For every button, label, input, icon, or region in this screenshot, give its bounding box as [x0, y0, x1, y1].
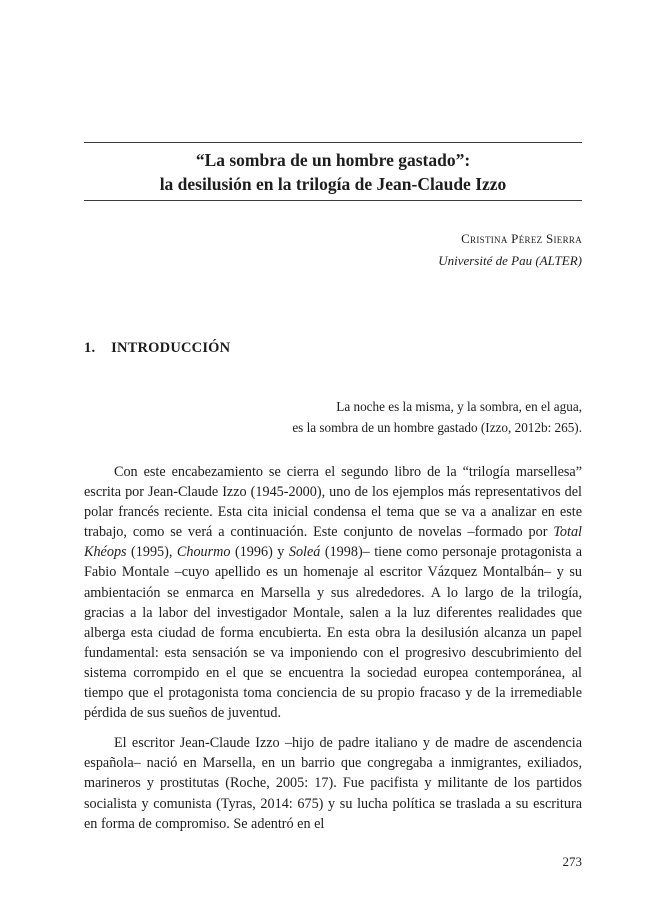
title-line-1: “La sombra de un hombre gastado”: [195, 150, 471, 170]
paragraph-1-part-a: Con este encabezamiento se cierra el segundo libro de la “trilogía marsellesa” escrita por Jean-Claude Izzo (1945-2000), uno de los ejemplos más representativos del polar francés reciente. Esta cita inicial condensa el tema que se va a analizar en este trabajo, como se verá a continuación. Este conjunto de novelas –formado por [84, 464, 582, 541]
book-title-solea: Soleá [288, 544, 321, 561]
section-title: INTRODUCCIÓN [111, 340, 231, 356]
author-affiliation: Université de Pau (ALTER) [438, 253, 582, 268]
epigraph-line-1: La noche es la misma, y la sombra, en el agua, [336, 399, 582, 414]
paragraph-1-part-b: (1995), [126, 544, 177, 561]
paragraph-1-part-c: (1996) y [230, 544, 289, 561]
section-number: 1. [84, 340, 96, 356]
author-name: Cristina Pérez Sierra [461, 231, 582, 246]
paragraph-2: El escritor Jean-Claude Izzo –hijo de padre italiano y de madre de ascendencia española– nació en Marsella, en un barrio que congregaba a inmigrantes, exiliados, marineros y prostitutas (Roche, 2005: 17). Fue pacifista y militante de los partidos socialista y comunista (Tyras, 2014: 675) y su lucha política se traslada a su escritura en forma de compromiso. Se adentró en el [84, 735, 582, 832]
epigraph-line-2: es la sombra de un hombre gastado (Izzo, 2012b: 265). [292, 420, 582, 435]
paragraph-1-part-d: (1998)– tiene como personaje protagonista a Fabio Montale –cuyo apellido es un homenaje al escritor Vázquez Montalbán– y su ambientación se enmarca en Marsella y sus alrededores. A lo largo de la trilogía, gracias a la labor del investigador Montale, salen a la luz diferentes realidades que alberga esta ciudad de forma encubierta. En esta obra la desilusión alcanza un papel fundamental: esta sensación se va imponiendo con el progresivo descubrimiento del sistema corrompido en el que se encuentra la sociedad europea contemporánea, al tiempo que el protagonista toma conciencia de su propio fracaso y de la irremediable pérdida de sus sueños de juventud. [84, 544, 583, 722]
book-title-chourmo: Chourmo [176, 544, 231, 561]
title-line-2: la desilusión en la trilogía de Jean-Claude Izzo [159, 174, 507, 194]
article-title [84, 148, 582, 196]
epigraph [292, 396, 582, 438]
book-title-total-kheops: Total Khéops [84, 524, 582, 561]
title-rule-bottom [84, 200, 582, 201]
page-number: 273 [562, 854, 582, 869]
title-rule-top [84, 142, 582, 143]
section-heading [84, 340, 230, 357]
paragraph-1 [84, 462, 582, 723]
author-block [438, 228, 582, 272]
body-text [84, 462, 582, 844]
